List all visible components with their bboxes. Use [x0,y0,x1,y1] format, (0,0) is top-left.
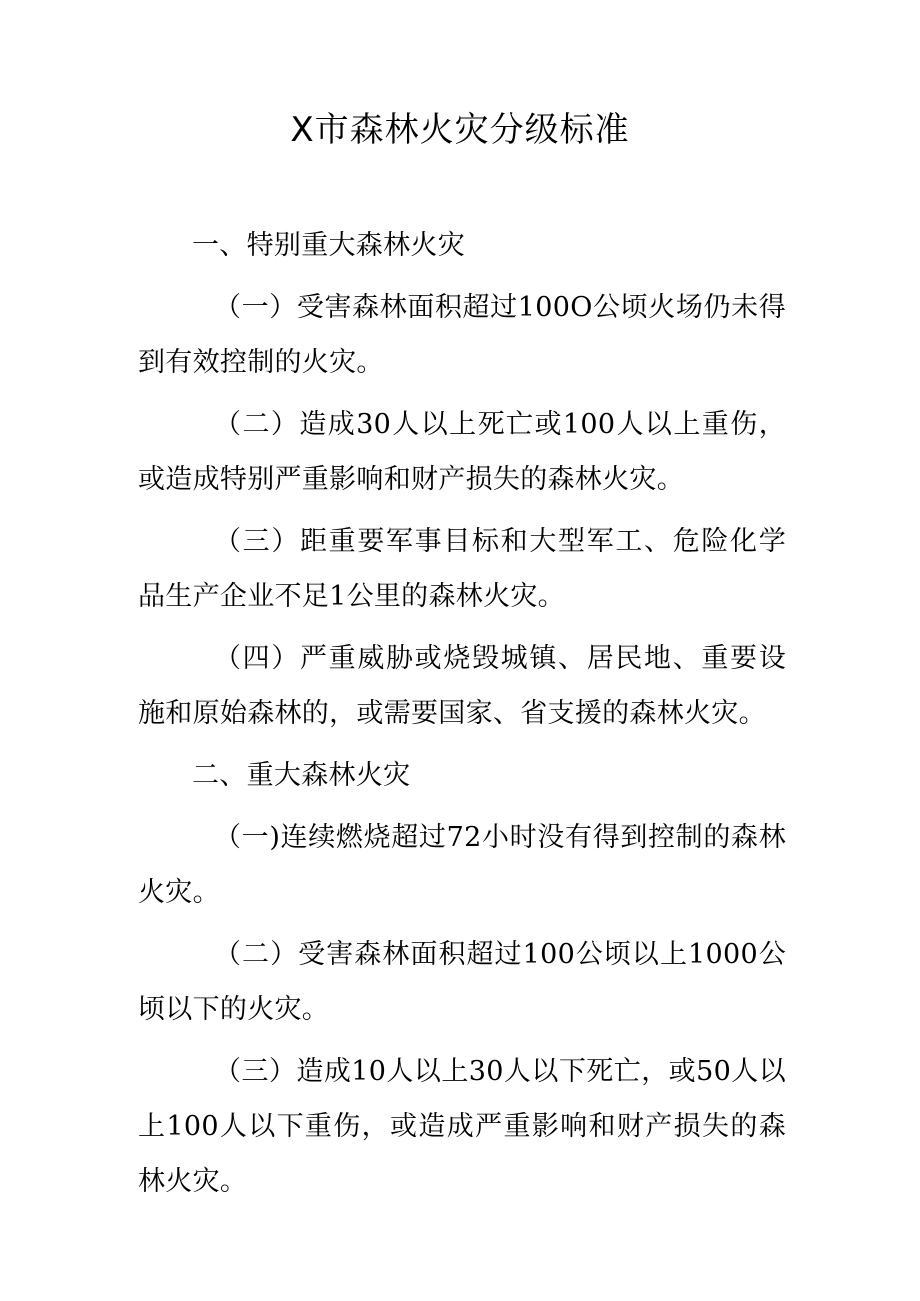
paragraph-2-1: （一)连续燃烧超过72小时没有得到控制的森林火灾。 [138,822,786,908]
section-heading-2: 二、重大森林火灾 [192,760,411,791]
paragraph-1-2: （二）造成30人以上死亡或100人以上重伤，或造成特别严重影响和财产损失的森林火灾。 [138,409,786,495]
document-title: X市森林火灾分级标准 [290,110,630,150]
section-heading-1: 一、特别重大森林火灾 [192,230,465,261]
paragraph-1-3: （三）距重要军事目标和大型军工、危险化学品生产企业不足1公里的森林火灾。 [138,526,786,612]
paragraph-2-2: （二）受害森林面积超过100公顷以上1000公顷以下的火灾。 [138,939,786,1025]
paragraph-2-3: （三）造成10人以上30人以下死亡，或50人以上100人以下重伤，或造成严重影响和财产损失的森林火灾。 [138,1056,786,1197]
document-body [138,218,786,1216]
paragraph-1-1: （一）受害森林面积超过100O公顷火场仍未得到有效控制的火灾。 [138,292,786,378]
paragraph-1-4: （四）严重威胁或烧毁城镇、居民地、重要设施和原始森林的，或需要国家、省支援的森林火灾。 [138,643,786,729]
